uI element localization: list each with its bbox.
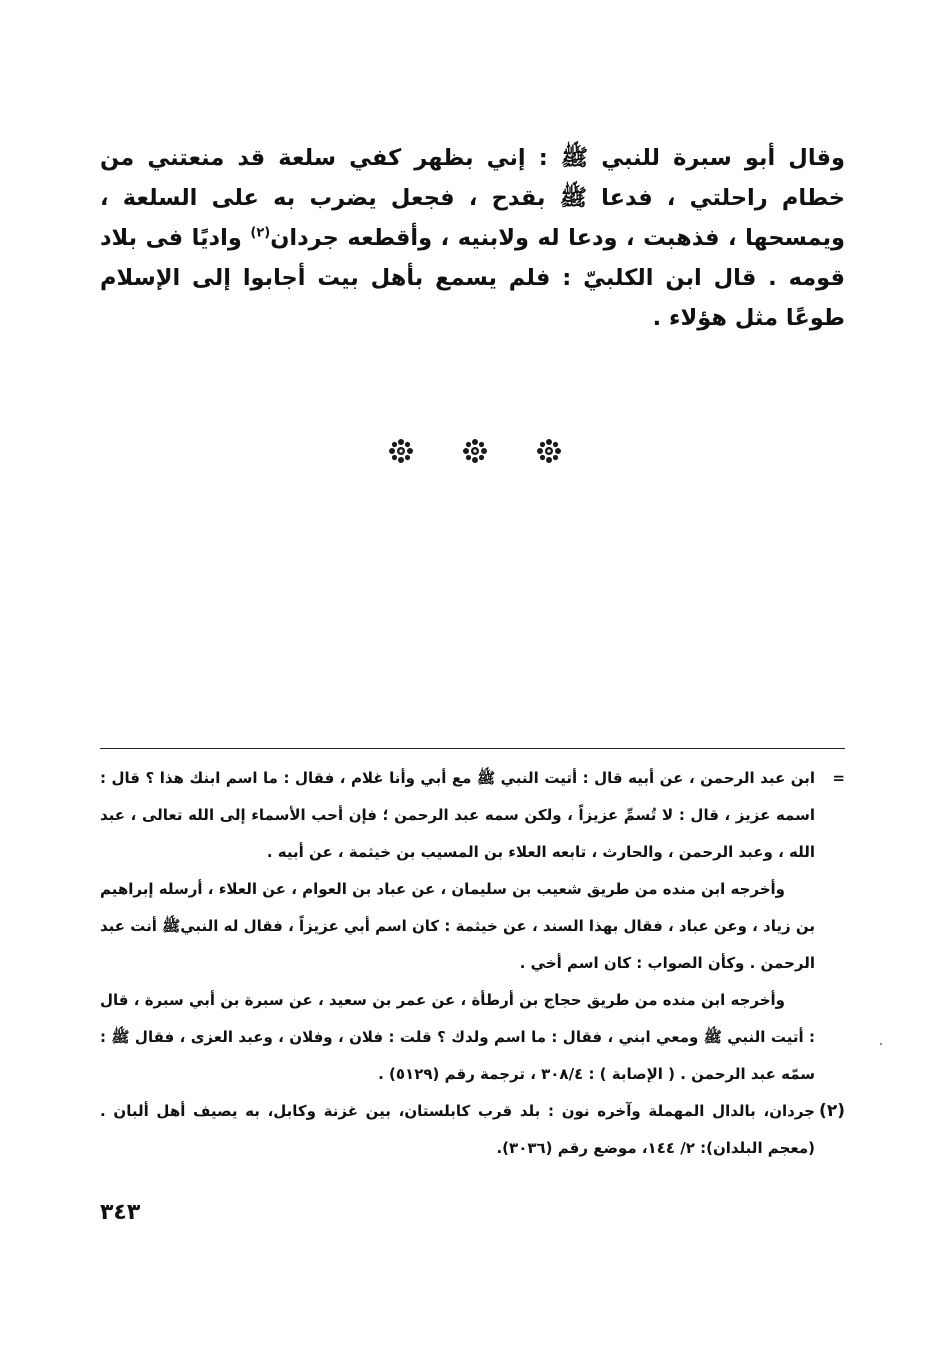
- footnote-paragraph-2: وأخرجه ابن منده من طريق شعيب بن سليمان ، عن عباد بن العوام ، عن العلاء ، أرسله إبراهيم بن زياد ، وعن عباد ، فقال بهذا السند ، عن خيثمة : كان اسم أبي عزيزاً ، فقال له النبيﷺ أنت عبد الرحمن . وكأن الصواب : كان اسم أخي .: [99, 880, 815, 972]
- main-paragraph: [100, 138, 845, 338]
- continuation-marker: =: [832, 769, 845, 787]
- flower-ornament-icon: [388, 438, 414, 464]
- footnote-continuation: [100, 760, 845, 871]
- footnote-paragraph-1: ابن عبد الرحمن ، عن أبيه قال : أتيت النبي ﷺ مع أبي وأنا غلام ، فقال : ما اسم ابنك هذا ؟ قال : اسمه عزيز ، قال : لا تُسمِّ عزيزاً ، ولكن سمه عبد الرحمن ؛ فإن أحب الأسماء إلى الله تعالى ، عبد الله ، وعبد الرحمن ، والحارث ، تابعه العلاء بن المسيب بن خيثمة ، عن أبيه .: [100, 769, 815, 861]
- section-divider-ornaments: [0, 438, 950, 464]
- footnote-paragraph: [100, 871, 845, 982]
- footnote-reference: (٢): [250, 225, 271, 241]
- flower-ornament-icon: [536, 438, 562, 464]
- footnote-paragraph-3: وأخرجه ابن منده من طريق حجاج بن أرطأة ، عن عمر بن سعيد ، عن سبرة بن أبي سبرة ، قال : أتيت النبي ﷺ ومعي ابني ، فقال : ما اسم ولدك ؟ قلت : فلان ، وفلان ، وعبد العزى ، فقال ﷺ : سمّه عبد الرحمن . ( الإصابة ) : ٣٠٨/٤ ، ترجمة رقم (٥١٢٩) .: [100, 991, 815, 1083]
- page-number: ٣٤٣: [100, 1200, 141, 1225]
- footnote-2: [100, 1093, 845, 1167]
- footnote-paragraph: [100, 982, 845, 1093]
- footnotes-section: [100, 760, 845, 1167]
- footnote-2-text: جردان، بالدال المهملة وآخره نون : بلد قرب كابلستان، بين غزنة وكابل، به يصيف أهل ألبان . (معجم البلدان): ٢/ ١٤٤، موضع رقم (٣٠٣٦).: [100, 1102, 815, 1157]
- flower-ornament-icon: [462, 438, 488, 464]
- main-text-part1: وقال أبو سبرة للنبي ﷺ : إني بظهر كفي سلعة قد منعتني من خطام راحلتي ، فدعا ﷺ بقدح ، فجعل يضرب به على السلعة ، ويمسحها ، فذهبت ، ودعا له ولابنيه ، وأقطعه جردان: [100, 145, 846, 251]
- footnote-2-number: (٢): [819, 1101, 845, 1121]
- scan-speck: [880, 1043, 882, 1045]
- footnote-separator: [100, 748, 845, 749]
- main-text-part2: واديًا فى بلاد قومه . قال ابن الكلبيّ : فلم يسمع بأهل بيت أجابوا إلى الإسلام طوعًا مثل هؤلاء .: [100, 225, 845, 331]
